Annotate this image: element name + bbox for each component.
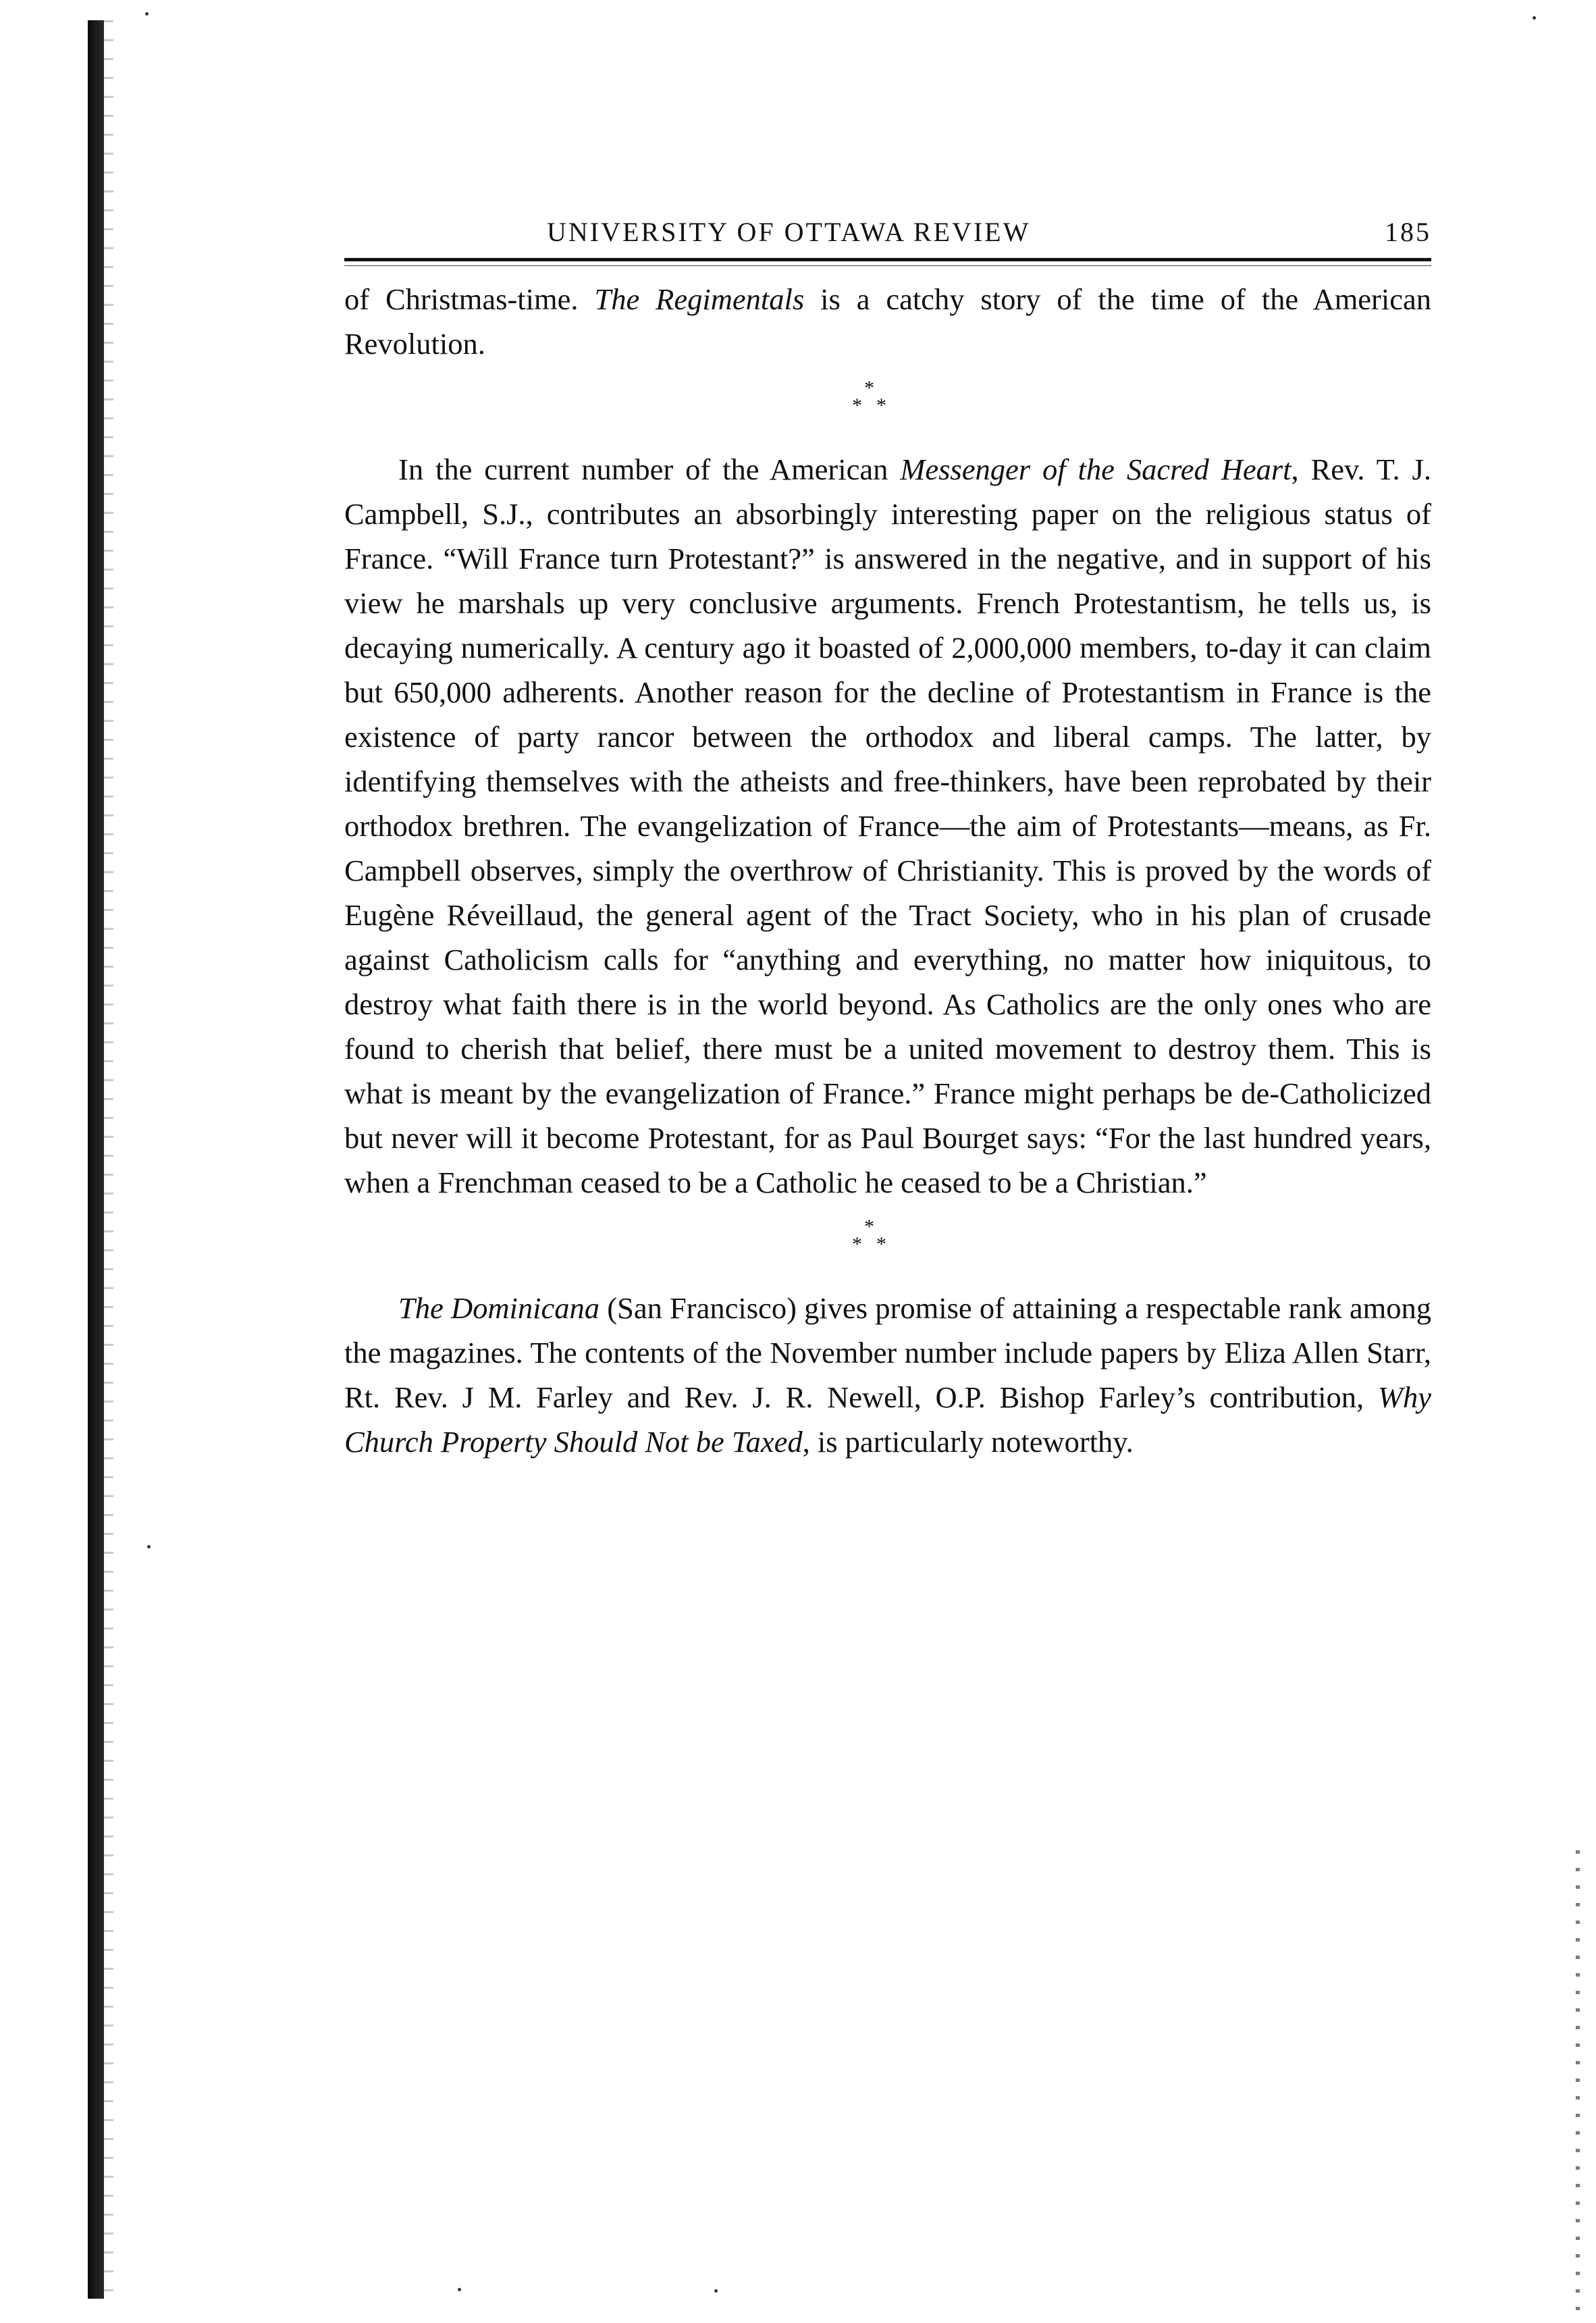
italic-title: Messenger of the Sacred Heart	[900, 452, 1292, 486]
scan-speck	[458, 2288, 461, 2291]
book-binding-edge	[88, 20, 104, 2299]
text-run: is a catchy story of the time of the American Revolution.	[344, 282, 1431, 361]
binding-shadow	[104, 20, 113, 2299]
right-edge-marks	[1576, 1850, 1580, 2323]
text-run: (San Francisco) gives promise of attaining a respectable rank among the magazines. The contents of the November number include papers by Eliza Allen Starr, Rt. Rev. J M. Farley and Rev. J. R. Newell, O.P. Bishop Farley’s contribution,	[344, 1291, 1431, 1414]
scan-speck	[1533, 16, 1536, 20]
header-rule	[344, 258, 1431, 266]
asterism-1	[344, 366, 1431, 447]
paragraph-3	[344, 1286, 1431, 1464]
page-number: 185	[1385, 217, 1431, 247]
asterism-star: *	[852, 394, 862, 417]
text-run: , is particularly noteworthy.	[802, 1425, 1134, 1459]
paragraph-1	[344, 277, 1431, 366]
book-page	[344, 203, 1431, 1464]
scan-speck	[145, 12, 149, 16]
article-body	[344, 277, 1431, 1464]
asterism-star: *	[876, 394, 886, 417]
asterism-star: *	[864, 377, 874, 399]
running-head: UNIVERSITY OF OTTAWA REVIEW	[547, 217, 1031, 247]
text-run: , Rev. T. J. Campbell, S.J., contributes an absorbingly interesting paper on the religious status of France. “Will France turn Protestant?” is answered in the negative, and in support of his view he marshals up very conclusive arguments. French Protestantism, he tells us, is decaying numerically. A century ago it boasted of 2,000,000 members, to-day it can claim but 650,000 adherents. Another reason for the decline of Protestantism in France is the existence of party rancor between the orthodox and liberal camps. The latter, by identifying themselves with the atheists and free-thinkers, have been reprobated by their orthodox brethren. The evangelization of France—the aim of Protestants—means, as Fr. Campbell observes, simply the overthrow of Christianity. This is proved by the words of Eugène Réveillaud, the general agent of the Tract Society, who in his plan of crusade against Catholicism calls for “anything and everything, no matter how iniquitous, to destroy what faith there is in the world beyond. As Catholics are the only ones who are found to cherish that belief, there must be a united movement to destroy them. This is what is meant by the evangelization of France.” France might perhaps be de-Catholicized but never will it become Protestant, for as Paul Bourget says: “For the last hundred years, when a Frenchman ceased to be a Catholic he ceased to be a Christian.”	[344, 452, 1431, 1199]
scan-speck	[147, 1545, 151, 1548]
text-run: of Christmas-time.	[344, 282, 595, 316]
asterism-2	[344, 1205, 1431, 1286]
asterism-star: *	[852, 1233, 862, 1255]
asterism-star: *	[876, 1233, 886, 1255]
text-run: In the current number of the American	[398, 452, 901, 486]
paragraph-2	[344, 447, 1431, 1205]
italic-title: The Regimentals	[594, 282, 805, 316]
page-header	[344, 209, 1431, 257]
asterism-star: *	[864, 1216, 874, 1238]
scan-speck	[714, 2289, 718, 2293]
italic-title: The Dominicana	[398, 1291, 600, 1325]
italic-title: Why Church Property Should Not be Taxed	[344, 1380, 1431, 1459]
